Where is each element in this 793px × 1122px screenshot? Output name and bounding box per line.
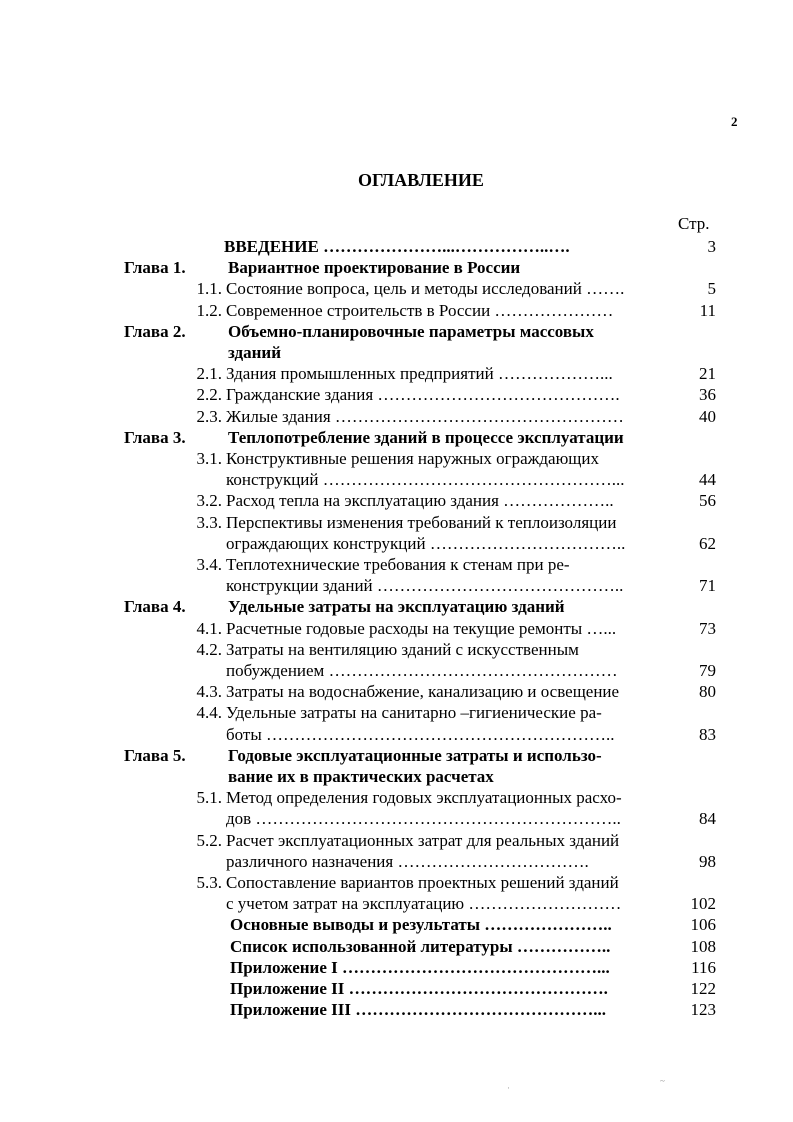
section-title: Современное строительств в России …………………: [226, 301, 614, 320]
scan-speck: ·: [507, 1083, 510, 1093]
section-title: Удельные затраты на санитарно –гигиенические ра-: [226, 703, 602, 722]
section-title: с учетом затрат на эксплуатацию ………………………: [226, 894, 622, 913]
section-title: различного назначения …………………………….: [226, 852, 589, 871]
page-ref: 102: [690, 894, 716, 913]
section-title: Расчет эксплуатационных затрат для реальных зданий: [226, 831, 620, 850]
section-number: 2.3.: [196, 407, 222, 426]
section-title: Теплотехнические требования к стенам при ре-: [226, 555, 570, 574]
section-title: ограждающих конструкций ……………………………..: [226, 534, 626, 553]
page-ref: 36: [699, 385, 716, 404]
section-number: 1.1.: [196, 279, 222, 298]
page-ref: 98: [699, 852, 716, 871]
section-title: Затраты на водоснабжение, канализацию и освещение: [226, 682, 620, 701]
page-ref: 79: [699, 661, 716, 680]
page-ref: 56: [699, 491, 716, 510]
chapter-title: Теплопотребление зданий в процессе эксплуатации: [228, 428, 624, 447]
section-number: 4.1.: [196, 619, 222, 638]
section-title: вание их в практических расчетах: [228, 767, 494, 786]
section-number: 5.3.: [196, 873, 222, 892]
page-ref: 11: [699, 301, 716, 320]
section-title: побуждением ……………………………………………: [226, 661, 618, 680]
section-number: 1.2.: [196, 301, 222, 320]
page-ref: 80: [699, 682, 716, 701]
section-number: 2.1.: [196, 364, 222, 383]
section-title: конструкции зданий ……………………………………..: [226, 576, 624, 595]
chapter-label: Глава 4.: [124, 597, 186, 616]
page-title: ОГЛАВЛЕНИЕ: [358, 170, 484, 190]
section-number: 3.1.: [196, 449, 222, 468]
section-title: Приложение III ……………………………………...: [230, 1000, 606, 1019]
section-number: 4.2.: [196, 640, 222, 659]
section-title: боты ……………………………………………………..: [226, 725, 615, 744]
page-column-header: Стр.: [678, 214, 710, 233]
section-number: 3.2.: [196, 491, 222, 510]
section-title: конструкций ……………………………………………...: [226, 470, 625, 489]
page-ref: 71: [699, 576, 716, 595]
section-title: Основные выводы и результаты …………………..: [230, 915, 612, 934]
page-ref: 21: [699, 364, 716, 383]
section-title: дов ………………………………………………………..: [226, 809, 621, 828]
chapter-title: Удельные затраты на эксплуатацию зданий: [228, 597, 565, 616]
chapter-label: Глава 2.: [124, 322, 186, 341]
section-title: Затраты на вентиляцию зданий с искусственным: [226, 640, 579, 659]
section-number: 3.3.: [196, 513, 222, 532]
page-ref: 44: [699, 470, 716, 489]
page-ref: 122: [690, 979, 716, 998]
page-ref: 123: [690, 1000, 716, 1019]
section-title: Приложение II ……………………………………….: [230, 979, 608, 998]
chapter-title: Вариантное проектирование в России: [228, 258, 521, 277]
section-title: Конструктивные решения наружных ограждающих: [226, 449, 599, 468]
section-title: Расход тепла на эксплуатацию здания ………………..: [226, 491, 614, 510]
section-number: 2.2.: [196, 385, 222, 404]
chapter-title: Объемно-планировочные параметры массовых: [228, 322, 594, 341]
page-ref: 108: [690, 937, 716, 956]
scan-speck: ~: [660, 1076, 665, 1086]
page-ref: 84: [699, 809, 716, 828]
chapter-label: Глава 5.: [124, 746, 186, 765]
section-number: 4.4.: [196, 703, 222, 722]
page-ref: 116: [691, 958, 716, 977]
section-title: Перспективы изменения требований к теплоизоляции: [226, 513, 617, 532]
chapter-label: Глава 1.: [124, 258, 186, 277]
section-title: зданий: [228, 343, 282, 362]
page-number: 2: [731, 114, 738, 129]
section-title: Приложение I ………………………………………...: [230, 958, 610, 977]
section-number: 4.3.: [196, 682, 222, 701]
section-title: Гражданские здания …………………………………….: [226, 385, 620, 404]
section-number: 5.2.: [196, 831, 222, 850]
chapter-label: Глава 3.: [124, 428, 186, 447]
section-number: 5.1.: [196, 788, 222, 807]
section-title: Метод определения годовых эксплуатационных расхо-: [226, 788, 622, 807]
section-title: Список использованной литературы ……………..: [230, 937, 611, 956]
section-number: 3.4.: [196, 555, 222, 574]
section-title: Здания промышленных предприятий ………………...: [226, 364, 613, 383]
page-ref: 5: [707, 279, 716, 298]
section-title: Расчетные годовые расходы на текущие ремонты …...: [226, 619, 617, 638]
page-ref: 3: [707, 237, 716, 256]
page-ref: 106: [690, 915, 716, 934]
page-ref: 62: [699, 534, 716, 553]
section-title: Сопоставление вариантов проектных решений зданий: [226, 873, 619, 892]
section-title: Жилые здания ……………………………………………: [226, 407, 624, 426]
chapter-title: Годовые эксплуатационные затраты и использо-: [228, 746, 602, 765]
page-ref: 73: [699, 619, 716, 638]
section-title: Состояние вопроса, цель и методы исследований …….: [226, 279, 625, 298]
section-title: ВВЕДЕНИЕ …………………...……………..….: [224, 237, 570, 256]
page-ref: 40: [699, 407, 716, 426]
page-ref: 83: [699, 725, 716, 744]
